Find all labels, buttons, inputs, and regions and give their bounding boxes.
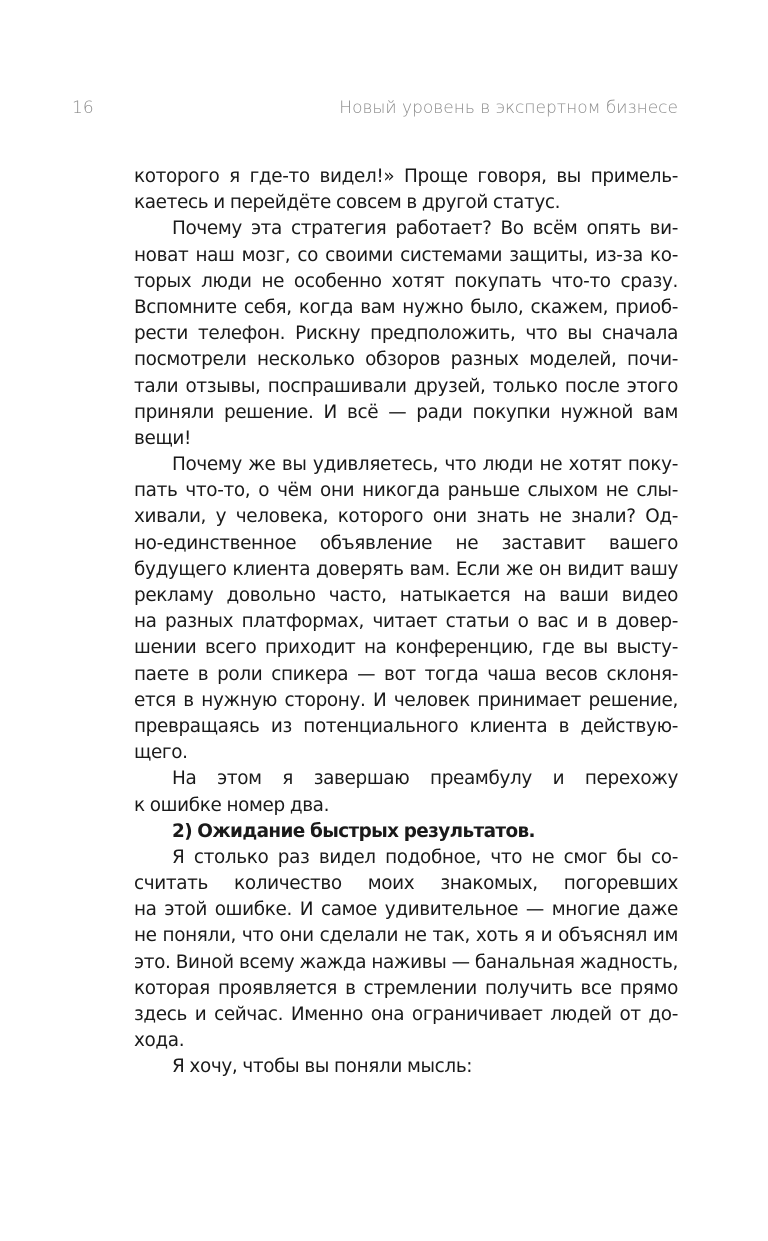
text-line: паете в роли спикера — вот тогда чаша весов склоня- [134,663,678,685]
text-line: не поняли, что они сделали не так, хоть я и объяснял им [134,925,678,947]
text-line: Я хочу, чтобы вы поняли мысль: [172,1056,473,1078]
text-line: Я столько раз видел подобное, что не смог бы со- [172,846,678,868]
text-line: ется в нужную сторону. И человек принимает решение, [134,689,678,711]
text-line: новат наш мозг, со своими системами защиты, из-за ко- [134,244,678,266]
text-line: Вспомните себя, когда вам нужно было, скажем, приоб- [134,296,678,318]
text-line: хода. [134,1030,185,1052]
text-line: хивали, у человека, которого они знать не знали? Од- [134,506,678,528]
text-line: на разных платформах, читает статьи о вас и в довер- [134,611,678,633]
text-line: приняли решение. И всё — ради покупки нужной вам [134,401,678,423]
text-line: считать количество моих знакомых, погоревших [134,873,678,895]
text-line: каетесь и перейдёте совсем в другой статус. [134,192,561,214]
text-line: которая проявляется в стремлении получить все прямо [134,977,678,999]
text-line: на этой ошибке. И самое удивительное — многие даже [134,899,678,921]
text-line: Почему эта стратегия работает? Во всём опять ви- [172,218,678,240]
text-line: к ошибке номер два. [134,794,330,816]
text-line: щего. [134,742,188,764]
text-line: торых люди не особенно хотят покупать что-то сразу. [134,270,678,292]
text-line: здесь и сейчас. Именно она ограничивает людей от до- [134,1004,678,1025]
book-title: Новый уровень в экспертном бизнесе [339,98,678,118]
text-line: будущего клиента доверять вам. Если же он видит вашу [134,558,678,580]
section-heading: 2) Ожидание быстрых результатов. [172,820,535,842]
page-number: 16 [72,98,94,118]
text-line: тали отзывы, поспрашивали друзей, только после этого [134,375,678,397]
text-line: рести телефон. Рискну предположить, что вы сначала [134,323,678,345]
text-line: превращаясь из потенциального клиента в действую- [134,715,678,737]
text-line: это. Виной всему жажда наживы — банальная жадность, [134,951,678,973]
text-line: шении всего приходит на конференцию, где вы высту- [134,637,678,659]
text-line: которого я где-то видел!» Проще говоря, вы примель- [134,166,678,187]
text-line: На этом я завершаю преамбулу и перехожу [172,768,678,790]
running-head [72,96,678,124]
text-line: но-единственное объявление не заставит вашего [134,532,678,554]
text-line: пать что-то, о чём они никогда раньше слыхом не слы- [134,480,678,502]
text-line: посмотрели несколько обзоров разных моделей, почи- [134,349,678,371]
text-line: Почему же вы удивляетесь, что люди не хотят поку- [172,454,678,476]
text-line: вещи! [134,427,192,449]
text-line: рекламу довольно часто, натыкается на ваши видео [134,585,678,606]
body-text [134,164,678,1081]
